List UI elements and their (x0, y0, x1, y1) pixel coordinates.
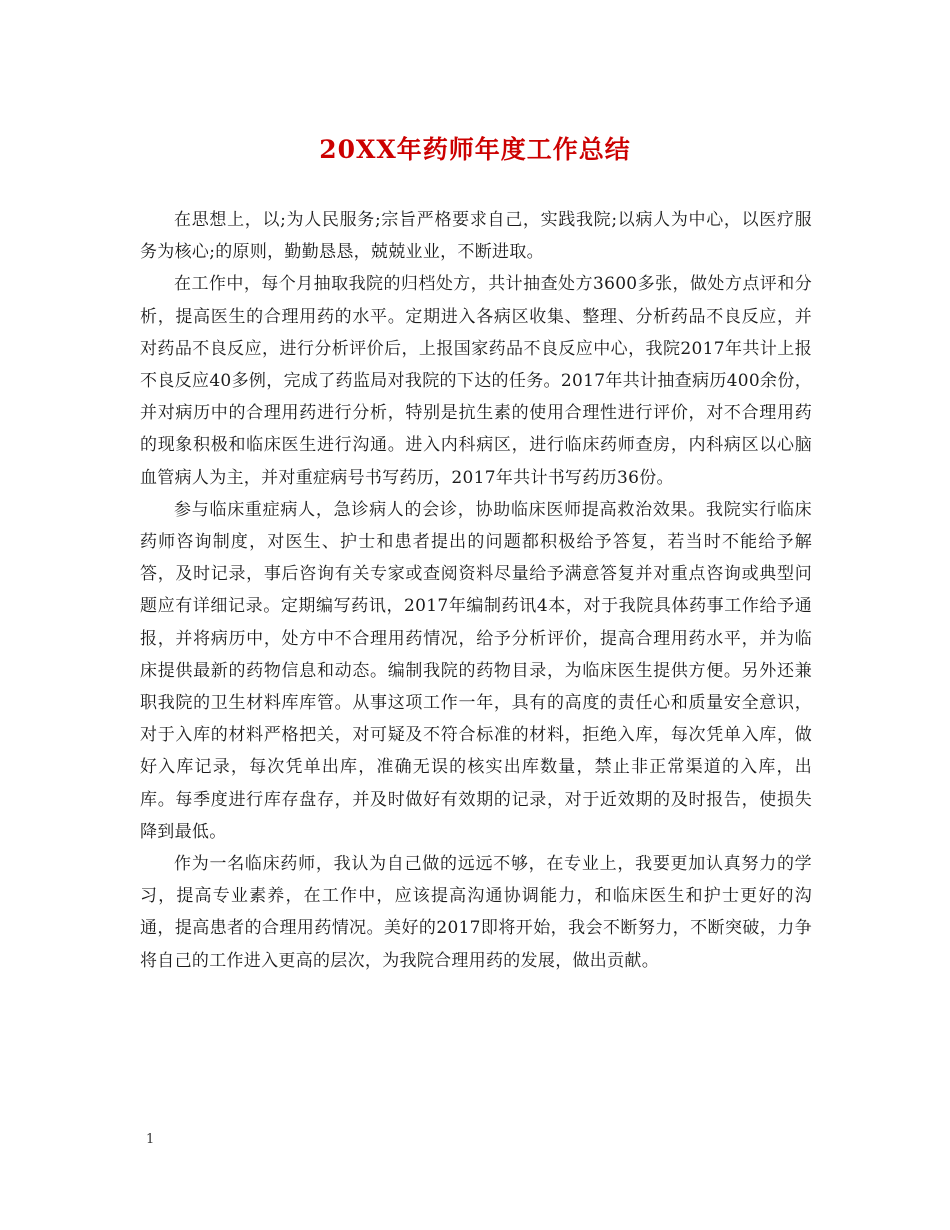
paragraph-4: 作为一名临床药师，我认为自己做的远远不够，在专业上，我要更加认真努力的学习，提高专业素养，在工作中，应该提高沟通协调能力，和临床医生和护士更好的沟通，提高患者的合理用药情况。美好的2017即将开始，我会不断努力，不断突破，力争将自己的工作进入更高的层次，为我院合理用药的发展，做出贡献。 (140, 854, 812, 971)
paragraph-2: 在工作中，每个月抽取我院的归档处方，共计抽查处方3600多张，做处方点评和分析，提高医生的合理用药的水平。定期进入各病区收集、整理、分析药品不良反应，并对药品不良反应，进行分析评价后，上报国家药品不良反应中心，我院2017年共计上报不良反应40多例，完成了药监局对我院的下达的任务。2017年共计抽查病历400余份，并对病历中的合理用药进行分析，特别是抗生素的使用合理性进行评价，对不合理用药的现象积极和临床医生进行沟通。进入内科病区，进行临床药师查房，内科病区以心脑血管病人为主，并对重症病号书写药历，2017年共计书写药历36份。 (140, 274, 812, 488)
paragraph-3: 参与临床重症病人，急诊病人的会诊，协助临床医师提高救治效果。我院实行临床药师咨询制度，对医生、护士和患者提出的问题都积极给予答复，若当时不能给予解答，及时记录，事后咨询有关专家或查阅资料尽量给予满意答复并对重点咨询或典型问题应有详细记录。定期编写药讯，2017年编制药讯4本，对于我院具体药事工作给予通报，并将病历中，处方中不合理用药情况，给予分析评价，提高合理用药水平，并为临床提供最新的药物信息和动态。编制我院的药物目录，为临床医生提供方便。另外还兼职我院的卫生材料库库管。从事这项工作一年，具有的高度的责任心和质量安全意识，对于入库的材料严格把关，对可疑及不符合标准的材料，拒绝入库，每次凭单入库，做好入库记录，每次凭单出库，准确无误的核实出库数量，禁止非正常渠道的入库，出库。每季度进行库存盘存，并及时做好有效期的记录，对于近效期的及时报告，使损失降到最低。 (140, 499, 812, 842)
page-number: 1 (146, 1132, 155, 1147)
document-body (140, 204, 812, 977)
document-title: 20XX年药师年度工作总结 (319, 135, 631, 164)
paragraph-1: 在思想上，以;为人民服务;宗旨严格要求自己，实践我院;以病人为中心，以医疗服务为核心;的原则，勤勤恳恳，兢兢业业，不断进取。 (140, 210, 812, 263)
